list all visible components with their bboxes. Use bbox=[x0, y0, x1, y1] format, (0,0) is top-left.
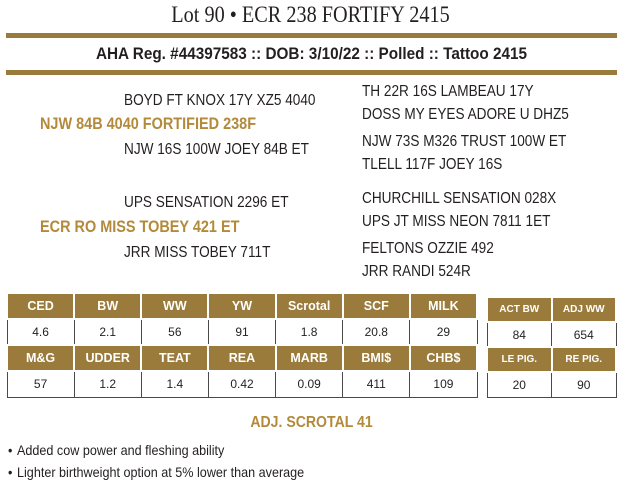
pedigree-dam-dam: JRR MISS TOBEY 711T bbox=[124, 244, 271, 261]
actuals-value: 90 bbox=[552, 372, 617, 397]
epd-value-row bbox=[7, 319, 477, 345]
epd-value-row bbox=[7, 371, 477, 397]
pedigree-dam: ECR RO MISS TOBEY 421 ET bbox=[40, 217, 240, 236]
pedigree-sire-dam-dam: TLELL 117F JOEY 16S bbox=[362, 156, 503, 173]
epd-value: 57 bbox=[7, 371, 74, 397]
epd-header: SCF bbox=[343, 293, 410, 319]
actuals-header-row bbox=[487, 347, 616, 372]
pedigree-sire: NJW 84B 4040 FORTIFIED 238F bbox=[40, 114, 257, 133]
epd-header: TEAT bbox=[141, 345, 208, 371]
actuals-value: 654 bbox=[552, 322, 617, 347]
actuals-header: LE PIG. bbox=[487, 347, 552, 372]
epd-header: M&G bbox=[7, 345, 74, 371]
epd-header: BMI$ bbox=[343, 345, 410, 371]
actuals-table bbox=[486, 296, 617, 398]
pedigree-sire-dam: NJW 16S 100W JOEY 84B ET bbox=[124, 141, 309, 158]
pedigree-dam-dam-dam: JRR RANDI 524R bbox=[362, 263, 471, 280]
bullet-icon: • bbox=[8, 442, 13, 458]
epd-value: 2.1 bbox=[74, 319, 141, 345]
actuals-value: 20 bbox=[487, 372, 552, 397]
epd-header: CED bbox=[7, 293, 74, 319]
adj-scrotal: ADJ. SCROTAL 41 bbox=[250, 414, 373, 431]
pedigree-dam-dam-sire: FELTONS OZZIE 492 bbox=[362, 240, 494, 257]
note-text: Lighter birthweight option at 5% lower than average bbox=[17, 464, 305, 480]
epd-value: 56 bbox=[141, 319, 208, 345]
epd-header-row bbox=[7, 345, 477, 371]
epd-value: 109 bbox=[410, 371, 477, 397]
note-item bbox=[8, 462, 304, 482]
epd-value: 1.2 bbox=[74, 371, 141, 397]
epd-value: 0.09 bbox=[276, 371, 343, 397]
pedigree-sire-dam-sire: NJW 73S M326 TRUST 100W ET bbox=[362, 133, 567, 150]
pedigree-dam-sire-dam: UPS JT MISS NEON 7811 1ET bbox=[362, 213, 551, 230]
note-text: Added cow power and fleshing ability bbox=[17, 442, 225, 458]
epd-value: 0.42 bbox=[208, 371, 275, 397]
epd-value: 1.8 bbox=[276, 319, 343, 345]
epd-value: 29 bbox=[410, 319, 477, 345]
epd-value: 411 bbox=[343, 371, 410, 397]
epd-header: REA bbox=[208, 345, 275, 371]
pedigree-dam-sire: UPS SENSATION 2296 ET bbox=[124, 194, 289, 211]
actuals-value-row bbox=[487, 372, 616, 397]
pedigree-dam-sire-sire: CHURCHILL SENSATION 028X bbox=[362, 190, 557, 207]
pedigree-sire-sire: BOYD FT KNOX 17Y XZ5 4040 bbox=[124, 92, 316, 109]
epd-header: MILK bbox=[410, 293, 477, 319]
epd-value: 1.4 bbox=[141, 371, 208, 397]
epd-header: YW bbox=[208, 293, 275, 319]
actuals-value-row bbox=[487, 322, 616, 347]
epd-header: BW bbox=[74, 293, 141, 319]
lot-title: Lot 90 • ECR 238 FORTIFY 2415 bbox=[171, 2, 450, 27]
epd-header: MARB bbox=[276, 345, 343, 371]
epd-value: 91 bbox=[208, 319, 275, 345]
actuals-header: ACT BW bbox=[487, 297, 552, 322]
epd-header-row bbox=[7, 293, 477, 319]
pedigree-sire-sire-dam: DOSS MY EYES ADORE U DHZ5 bbox=[362, 106, 569, 123]
epd-header: Scrotal bbox=[276, 293, 343, 319]
note-item bbox=[8, 440, 224, 460]
epd-table bbox=[6, 292, 478, 398]
actuals-header: RE PIG. bbox=[552, 347, 617, 372]
epd-header: UDDER bbox=[74, 345, 141, 371]
registration-line: AHA Reg. #44397583 :: DOB: 3/10/22 :: Polled :: Tattoo 2415 bbox=[95, 44, 528, 63]
actuals-header: ADJ WW bbox=[552, 297, 617, 322]
actuals-value: 84 bbox=[487, 322, 552, 347]
epd-header: CHB$ bbox=[410, 345, 477, 371]
epd-value: 20.8 bbox=[343, 319, 410, 345]
bottom-divider bbox=[6, 70, 617, 75]
bullet-icon: • bbox=[8, 464, 13, 480]
actuals-header-row bbox=[487, 297, 616, 322]
epd-value: 4.6 bbox=[7, 319, 74, 345]
pedigree-sire-sire-sire: TH 22R 16S LAMBEAU 17Y bbox=[362, 83, 534, 100]
epd-header: WW bbox=[141, 293, 208, 319]
top-divider bbox=[6, 33, 617, 38]
